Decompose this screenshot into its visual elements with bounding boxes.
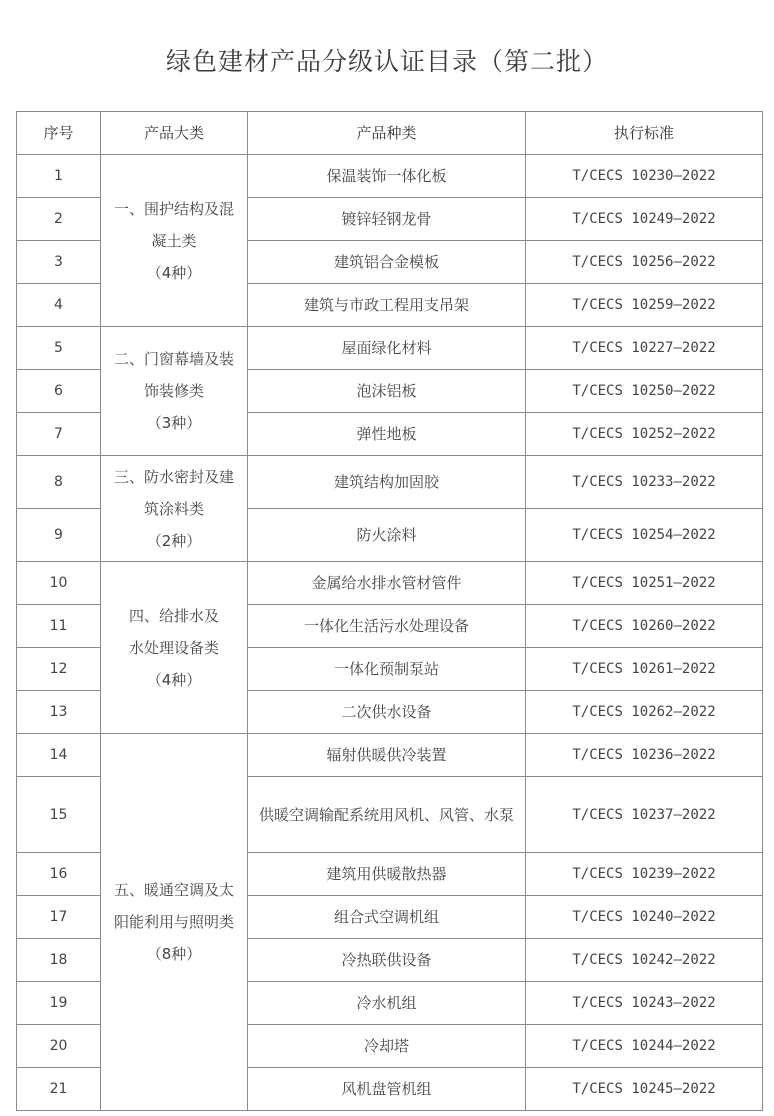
product-name: 风机盘管机组: [248, 1068, 526, 1111]
page-title: 绿色建材产品分级认证目录（第二批）: [165, 47, 608, 76]
row-number: 9: [17, 509, 101, 562]
column-header-standard: 执行标准: [526, 112, 763, 155]
row-number: 11: [17, 605, 101, 648]
row-number: 18: [17, 939, 101, 982]
row-number: 2: [17, 198, 101, 241]
category-line1: 二、门窗幕墙及装: [113, 350, 234, 368]
standard-code: T/CECS 10256—2022: [526, 241, 763, 284]
product-name: 冷热联供设备: [248, 939, 526, 982]
standard-code: T/CECS 10260—2022: [526, 605, 763, 648]
row-number: 3: [17, 241, 101, 284]
table-row: [17, 155, 763, 198]
row-number: 17: [17, 896, 101, 939]
standard-code: T/CECS 10254—2022: [526, 509, 763, 562]
product-name: 一体化预制泵站: [248, 648, 526, 691]
row-number: 21: [17, 1068, 101, 1111]
row-number: 20: [17, 1025, 101, 1068]
row-number: 6: [17, 370, 101, 413]
category-line3: （4种）: [146, 263, 202, 282]
product-name: 一体化生活污水处理设备: [248, 605, 526, 648]
category-line2: 凝土类: [151, 231, 197, 250]
product-name: 冷却塔: [248, 1025, 526, 1068]
row-number: 4: [17, 284, 101, 327]
standard-code: T/CECS 10245—2022: [526, 1068, 763, 1111]
category-line1: 五、暖通空调及太: [113, 881, 234, 899]
category-cell: [101, 155, 248, 327]
standard-code: T/CECS 10242—2022: [526, 939, 763, 982]
row-number: 13: [17, 691, 101, 734]
category-line2: 阳能利用与照明类: [113, 913, 234, 931]
product-name: 辐射供暖供冷装置: [248, 734, 526, 777]
standard-code: T/CECS 10227—2022: [526, 327, 763, 370]
catalog-table: [16, 111, 763, 1111]
product-name: 泡沫铝板: [248, 370, 526, 413]
category-line2: 饰装修类: [143, 382, 204, 400]
row-number: 19: [17, 982, 101, 1025]
table-row: [17, 327, 763, 370]
standard-code: T/CECS 10261—2022: [526, 648, 763, 691]
category-line2: 水处理设备类: [128, 638, 219, 657]
row-number: 14: [17, 734, 101, 777]
table-row: [17, 562, 763, 605]
category-cell: [101, 456, 248, 562]
standard-code: T/CECS 10244—2022: [526, 1025, 763, 1068]
table-body: [17, 155, 763, 1111]
standard-code: T/CECS 10230—2022: [526, 155, 763, 198]
product-name: 保温装饰一体化板: [248, 155, 526, 198]
product-name: 镀锌轻钢龙骨: [248, 198, 526, 241]
category-cell: [101, 327, 248, 456]
row-number: 15: [17, 777, 101, 853]
product-name: 建筑结构加固胶: [248, 456, 526, 509]
row-number: 8: [17, 456, 101, 509]
product-name: 二次供水设备: [248, 691, 526, 734]
column-header-no: 序号: [17, 112, 101, 155]
category-line3: （4种）: [146, 670, 202, 689]
product-name: 金属给水排水管材管件: [248, 562, 526, 605]
standard-code: T/CECS 10262—2022: [526, 691, 763, 734]
category-line1: 四、给排水及: [128, 606, 219, 625]
standard-code: T/CECS 10249—2022: [526, 198, 763, 241]
standard-code: T/CECS 10233—2022: [526, 456, 763, 509]
standard-code: T/CECS 10250—2022: [526, 370, 763, 413]
row-number: 10: [17, 562, 101, 605]
product-name: 建筑铝合金模板: [248, 241, 526, 284]
table-row: [17, 734, 763, 777]
standard-code: T/CECS 10236—2022: [526, 734, 763, 777]
product-name: 弹性地板: [248, 413, 526, 456]
product-name: 供暖空调输配系统用风机、风管、水泵: [248, 777, 526, 853]
standard-code: T/CECS 10259—2022: [526, 284, 763, 327]
category-line1: 三、防水密封及建: [113, 467, 234, 486]
standard-code: T/CECS 10239—2022: [526, 853, 763, 896]
row-number: 5: [17, 327, 101, 370]
product-name: 防火涂料: [248, 509, 526, 562]
row-number: 12: [17, 648, 101, 691]
product-name: 建筑用供暖散热器: [248, 853, 526, 896]
row-number: 16: [17, 853, 101, 896]
category-line3: （8种）: [146, 945, 202, 963]
standard-code: T/CECS 10251—2022: [526, 562, 763, 605]
row-number: 7: [17, 413, 101, 456]
column-header-category: 产品大类: [101, 112, 248, 155]
table-header-row: [17, 112, 763, 155]
product-name: 建筑与市政工程用支吊架: [248, 284, 526, 327]
category-line2: 筑涂料类: [143, 499, 204, 518]
table-row: [17, 456, 763, 509]
row-number: 1: [17, 155, 101, 198]
standard-code: T/CECS 10240—2022: [526, 896, 763, 939]
standard-code: T/CECS 10243—2022: [526, 982, 763, 1025]
category-cell: [101, 734, 248, 1111]
standard-code: T/CECS 10237—2022: [526, 777, 763, 853]
column-header-product: 产品种类: [248, 112, 526, 155]
product-name: 冷水机组: [248, 982, 526, 1025]
category-cell: [101, 562, 248, 734]
product-name: 组合式空调机组: [248, 896, 526, 939]
product-name: 屋面绿化材料: [248, 327, 526, 370]
category-line1: 一、围护结构及混: [113, 199, 234, 218]
category-line3: （2种）: [146, 531, 202, 550]
standard-code: T/CECS 10252—2022: [526, 413, 763, 456]
category-line3: （3种）: [146, 414, 202, 432]
